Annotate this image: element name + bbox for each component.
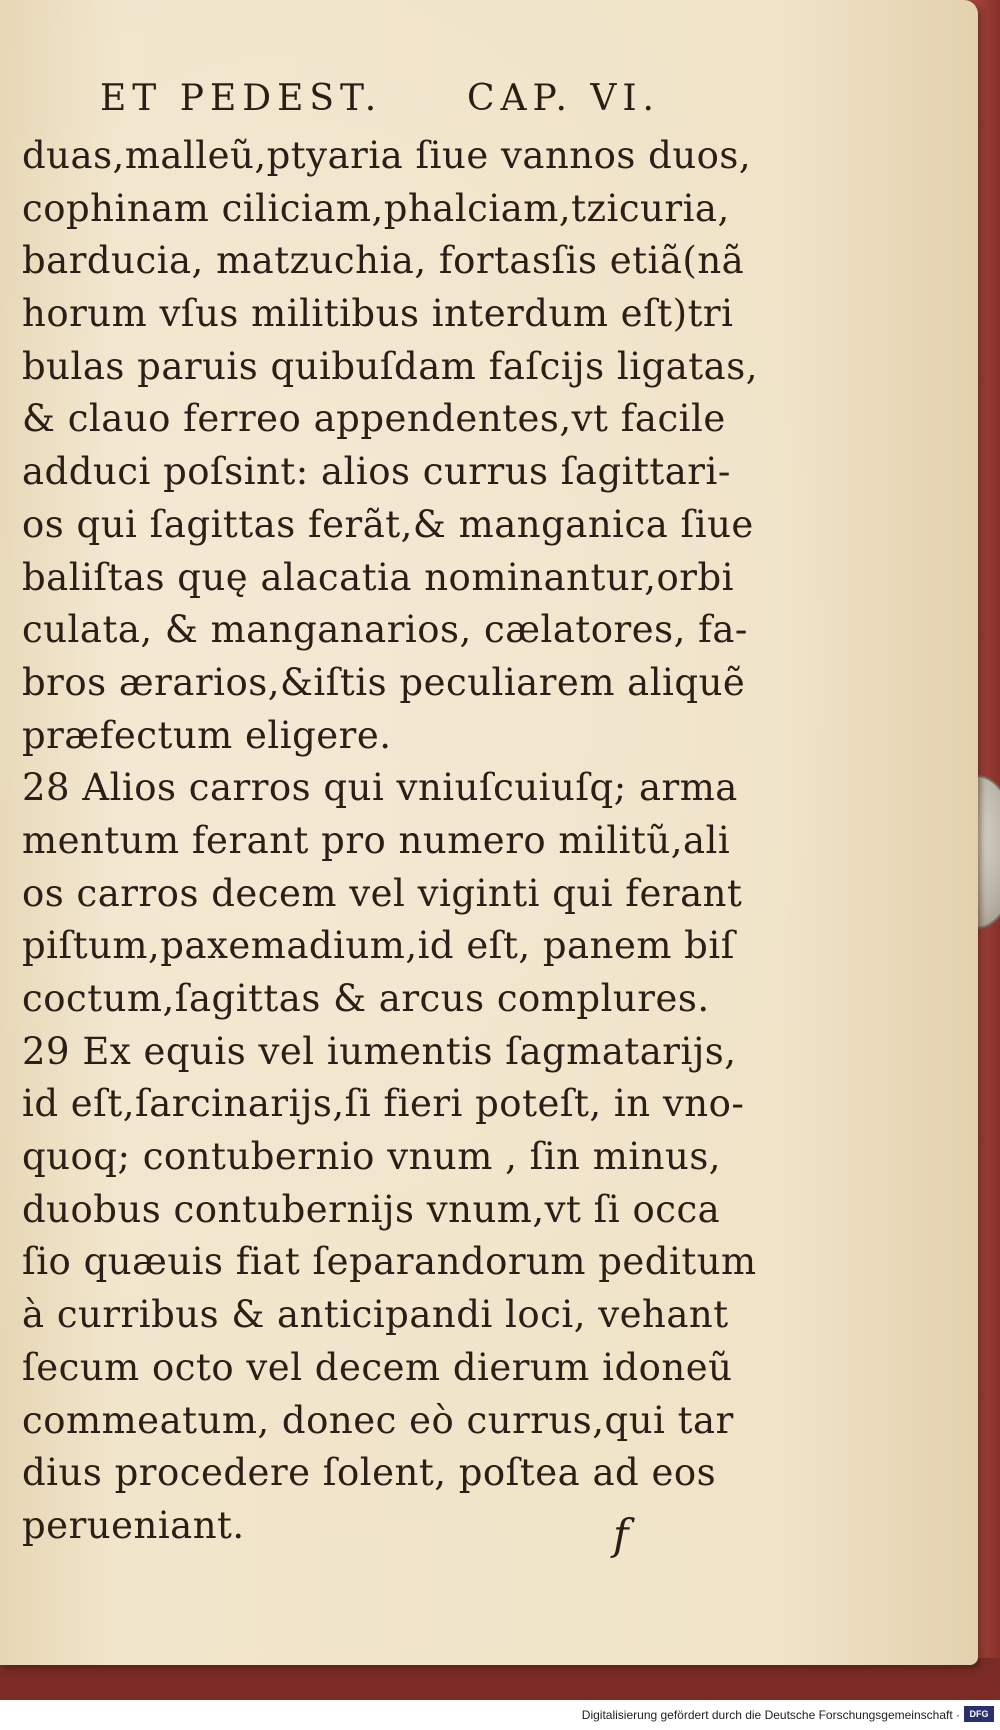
funding-credit: Digitalisierung gefördert durch die Deutsche Forschungsgemeinschaft · [581, 1708, 960, 1722]
text-line: horum vſus militibus interdum eſt)tri [22, 292, 734, 336]
text-line: à curribus & anticipandi loci, vehant [22, 1293, 729, 1337]
text-line: ſio quæuis fiat ſeparandorum peditum [22, 1240, 757, 1284]
text-line: piſtum,paxemadium,id eſt, panem biſ [22, 924, 735, 968]
text-line: cophinam ciliciam,phalciam,tzicuria, [22, 186, 730, 230]
text-line: ſecum octo vel decem dierum idoneũ [22, 1345, 733, 1389]
text-line: 28 Alios carros qui vniuſcuiuſq; arma [22, 766, 738, 810]
text-line: barducia, matzuchia, fortasſis etiã(nã [22, 239, 745, 283]
signature-mark: f [613, 1510, 629, 1559]
text-line: præfectum eligere. [22, 713, 392, 757]
running-header [100, 78, 660, 128]
text-line: adduci poſsint: alios currus ſagittari- [22, 450, 731, 494]
text-line: id eſt,ſarcinarijs,ſi fieri poteſt, in vno- [22, 1082, 745, 1126]
text-line: mentum ferant pro numero militũ,ali [22, 818, 731, 862]
text-line: dius procedere ſolent, poſtea ad eos [22, 1451, 717, 1495]
text-line: perueniant. [22, 1503, 245, 1547]
footer-bar [0, 1700, 1000, 1730]
text-line: 29 Ex equis vel iumentis ſagmatarijs, [22, 1029, 737, 1073]
running-header-right: CAP. VI. [466, 78, 660, 119]
text-line: baliſtas quę alacatia nominantur,orbi [22, 555, 735, 599]
text-line: duas,malleũ,ptyaria ſiue vannos duos, [22, 134, 752, 177]
dfg-logo: DFG [964, 1706, 994, 1722]
text-line: os carros decem vel viginti qui ferant [22, 871, 743, 915]
text-line: bulas paruis quibuſdam faſcijs ligatas, [22, 344, 758, 388]
text-line: & clauo ferreo appendentes,vt facile [22, 397, 726, 441]
running-header-left: ET PEDEST. [100, 78, 383, 119]
body-text [22, 130, 758, 1553]
text-line: duobus contubernijs vnum,vt ſi occa [22, 1187, 721, 1231]
text-line: quoq; contubernio vnum , ſin minus, [22, 1135, 722, 1179]
text-line: coctum,ſagittas & arcus complures. [22, 977, 710, 1020]
text-line: commeatum, donec eò currus,qui tar [22, 1398, 734, 1442]
text-line: bros ærarios,&iſtis peculiarem aliquẽ [22, 660, 746, 704]
text-line: os qui ſagittas ferãt,& manganica ſiue [22, 502, 754, 546]
text-line: culata, & manganarios, cælatores, fa- [22, 608, 748, 652]
